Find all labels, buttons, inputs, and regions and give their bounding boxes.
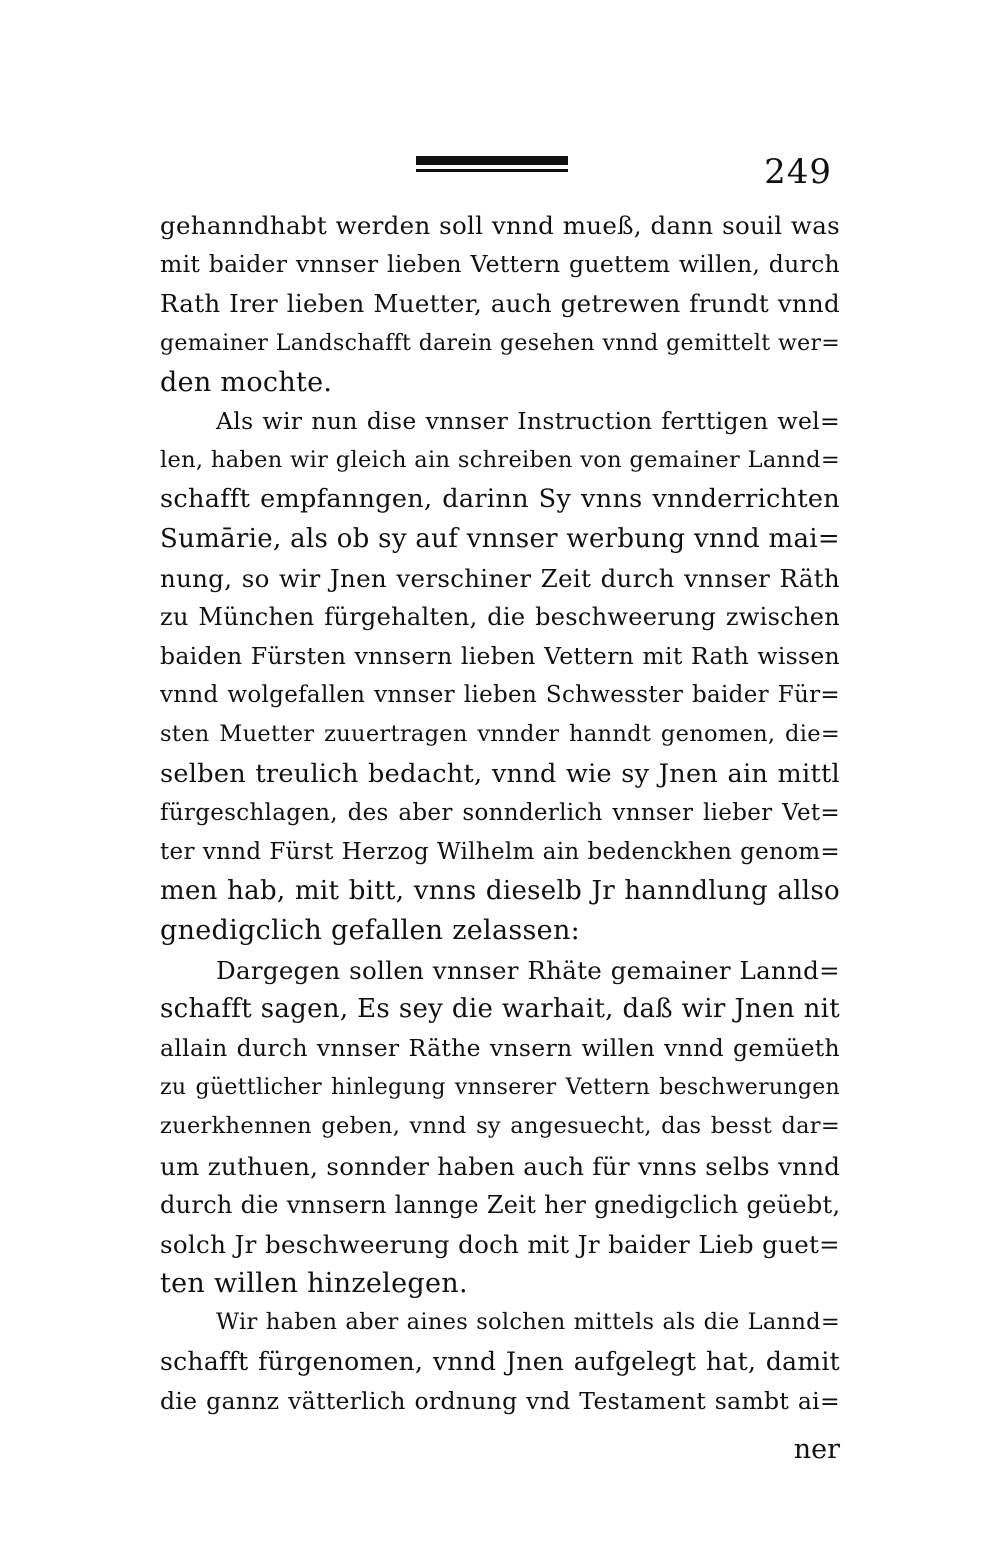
text-line: durch die vnnsern lannge Zeit her gnedigclich geüebt, <box>160 1190 841 1219</box>
text-line: zu güettlicher hinlegung vnnserer Vettern beschwerungen <box>160 1075 840 1101</box>
text-line: vnnd wolgefallen vnnser lieben Schwesster baider Für= <box>160 682 840 709</box>
text-line: selben treulich bedacht, vnnd wie sy Jnen ain mittl <box>160 758 840 789</box>
paragraph-1 <box>160 206 840 402</box>
text-line: men hab, mit bitt, vnns dieselb Jr hanndlung allso <box>160 876 840 907</box>
catchword: ner <box>793 1434 840 1465</box>
text-line: gehanndhabt werden soll vnnd mueß, dann souil was <box>160 211 840 240</box>
text-line: zu München fürgehalten, die beschweerung zwischen <box>160 602 840 631</box>
text-line: ter vnnd Fürst Herzog Wilhelm ain bedenckhen genom= <box>160 839 840 865</box>
paragraph-4 <box>160 1303 840 1421</box>
text-line: schafft empfanngen, darinn Sy vnns vnnderrichten <box>160 484 840 515</box>
text-line: Als wir nun dise vnnser Instruction ferttigen wel= <box>216 406 840 435</box>
paragraph-3 <box>160 951 840 1304</box>
text-line: schafft sagen, Es sey die warhait, daß wir Jnen nit <box>160 993 840 1024</box>
header-rule-thin-bar <box>416 169 568 172</box>
text-line: gnedigclich gefallen zelassen: <box>160 915 581 947</box>
text-line: die gannz vätterlich ordnung vnd Testament sambt ai= <box>160 1386 840 1415</box>
text-line: mit baider vnnser lieben Vettern guettem willen, durch <box>160 250 840 279</box>
text-line: fürgeschlagen, des aber sonnderlich vnnser lieber Vet= <box>160 799 840 826</box>
header-rule <box>416 156 568 176</box>
text-line: gemainer Landschafft darein gesehen vnnd gemittelt wer= <box>160 330 840 356</box>
body-text <box>160 206 840 1421</box>
text-line: allain durch vnnser Räthe vnsern willen vnnd gemüeth <box>160 1033 840 1062</box>
text-line: den mochte. <box>160 366 333 398</box>
text-line: len, haben wir gleich ain schreiben von gemainer Lannd= <box>160 447 840 474</box>
text-line: Dargegen sollen vnnser Rhäte gemainer Lannd= <box>216 955 840 985</box>
page-number: 249 <box>764 152 832 192</box>
text-line: zuerkhennen geben, vnnd sy angesuecht, das besst dar= <box>160 1113 840 1140</box>
text-line: baiden Fürsten vnnsern lieben Vettern mit Rath wissen <box>160 642 840 671</box>
text-line: nung, so wir Jnen verschiner Zeit durch vnnser Räth <box>160 563 840 593</box>
paragraph-2 <box>160 402 840 951</box>
text-line: schafft fürgenomen, vnnd Jnen aufgelegt hat, damit <box>160 1347 840 1377</box>
header-rule-thick-bar <box>416 156 568 165</box>
text-line: solch Jr beschweerung doch mit Jr baider Lieb guet= <box>160 1229 840 1259</box>
text-line: Rath Irer lieben Muetter, auch getrewen frundt vnnd <box>160 289 840 319</box>
text-line: sten Muetter zuuertragen vnnder hanndt genomen, die= <box>160 721 840 748</box>
text-line: Sumārie, als ob sy auf vnnser werbung vnnd mai= <box>160 523 840 554</box>
text-line: ten willen hinzelegen. <box>160 1268 468 1300</box>
text-line: um zuthuen, sonnder haben auch für vnns selbs vnnd <box>160 1151 841 1181</box>
text-line: Wir haben aber aines solchen mittels als die Lannd= <box>216 1309 840 1336</box>
